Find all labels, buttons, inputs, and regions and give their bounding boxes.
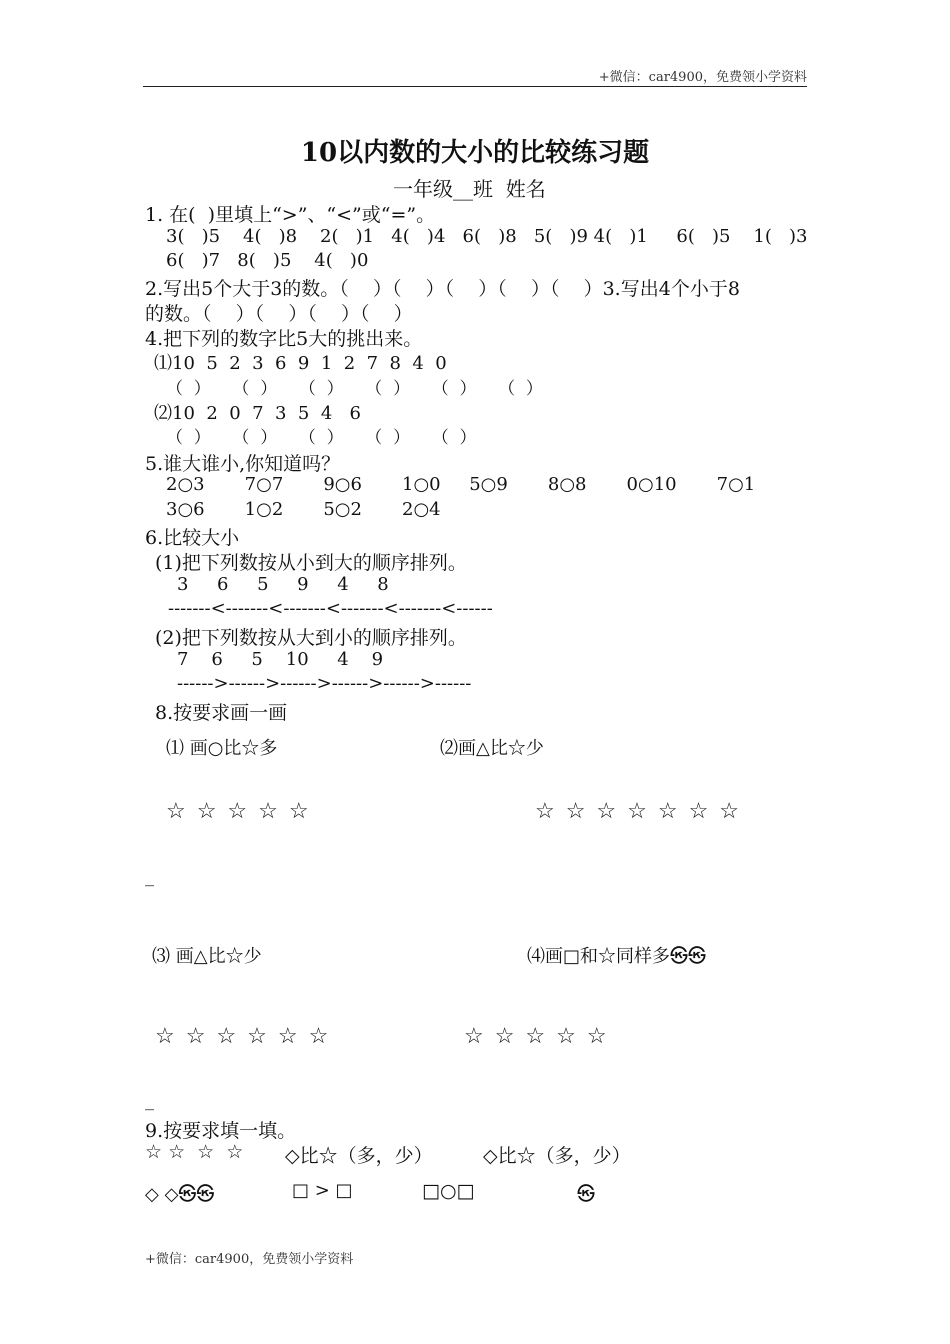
footer-note: +微信：car4900，免费领小学资料 (145, 1252, 354, 1267)
q9-row2-marks: ㉿㉿ (178, 1184, 215, 1205)
q8-part2-label: ⑵画△比☆少 (440, 738, 544, 759)
header-divider (143, 86, 807, 87)
q8-part4-stars: ☆ ☆ ☆ ☆ ☆ (464, 1024, 609, 1049)
class-name-line: 一年级__班 姓名 (393, 177, 546, 201)
q8-part4-marks: ㉿㉿ (670, 946, 707, 967)
q8-blank-mark-1: _ (145, 866, 154, 887)
q8-part1-stars: ☆ ☆ ☆ ☆ ☆ (166, 799, 311, 824)
q8-prompt: 8.按要求画一画 (155, 702, 288, 724)
q1-row-2: 6( )7 8( )5 4( )0 (166, 250, 369, 271)
q6-part1-prompt: (1)把下列数按从小到大的顺序排列。 (155, 552, 467, 574)
q4-part1-blanks: （ ） （ ） （ ） （ ） （ ） （ ） (166, 379, 543, 399)
q2-q3-line-2: 的数。（ ）（ ）（ ）（ ） (145, 303, 413, 325)
q4-prompt: 4.把下列的数字比5大的挑出来。 (145, 328, 423, 350)
q2-q3-line-1: 2.写出5个大于3的数。（ ）（ ）（ ）（ ）（ ）3.写出4个小于8 (145, 278, 740, 300)
q4-part2-blanks: （ ） （ ） （ ） （ ） （ ） (166, 428, 477, 448)
q8-part2-stars: ☆ ☆ ☆ ☆ ☆ ☆ ☆ (535, 799, 742, 824)
q6-part2-prompt: (2)把下列数按从大到小的顺序排列。 (155, 627, 467, 649)
q9-row2-shapes-a: ◇ ◇㉿㉿ (145, 1184, 215, 1205)
q9-row2-shapes-d: ㉿ (577, 1184, 595, 1205)
q8-part1-label: ⑴ 画○比☆多 (166, 738, 278, 759)
q6-prompt: 6.比较大小 (145, 527, 240, 549)
q6-part2-order-line: ------>------>------>------>------>------ (177, 673, 472, 694)
q5-row-2: 3○6 1○2 5○2 2○4 (166, 499, 441, 520)
q5-prompt: 5.谁大谁小,你知道吗？ (145, 453, 341, 475)
q6-part1-order-line: -------<-------<-------<-------<-------<------ (168, 598, 493, 619)
q1-row-1: 3( )5 4( )8 2( )1 4( )4 6( )8 5( )9 4( )1 6( )5 1( )3 (166, 226, 808, 247)
q9-row2-shapes-b: □ > □ (292, 1180, 353, 1201)
q9-prompt: 9.按要求填一填。 (145, 1120, 297, 1142)
q4-part1-numbers: ⑴10 5 2 3 6 9 1 2 7 8 4 0 (154, 353, 447, 374)
page-title: 10以内数的大小的比较练习题 (300, 138, 650, 168)
q8-blank-mark-2: _ (145, 1090, 154, 1111)
q6-part1-numbers: 3 6 5 9 4 8 (177, 574, 389, 595)
q9-row1-stars: ☆ ☆ ☆ ☆ (145, 1141, 244, 1163)
q1-prompt: 1. 在( )里填上“>”、“<”或“=”。 (145, 204, 436, 226)
q8-part3-stars: ☆ ☆ ☆ ☆ ☆ ☆ (155, 1024, 331, 1049)
q6-part2-numbers: 7 6 5 10 4 9 (177, 649, 384, 670)
header-note: +微信：car4900，免费领小学资料 (598, 70, 807, 85)
q9-row1-compare-b: ◇比☆（多，少） (483, 1145, 631, 1167)
q8-part3-label: ⑶ 画△比☆少 (152, 946, 262, 967)
q5-row-1: 2○3 7○7 9○6 1○0 5○9 8○8 0○10 7○1 (166, 474, 756, 495)
q9-row1-compare-a: ◇比☆（多，少） (285, 1145, 433, 1167)
q8-part4-label: ⑷画□和☆同样多㉿㉿ (527, 946, 707, 967)
q9-row2-shapes-c: □○□ (422, 1180, 475, 1202)
q4-part2-numbers: ⑵10 2 0 7 3 5 4 6 (154, 403, 361, 424)
